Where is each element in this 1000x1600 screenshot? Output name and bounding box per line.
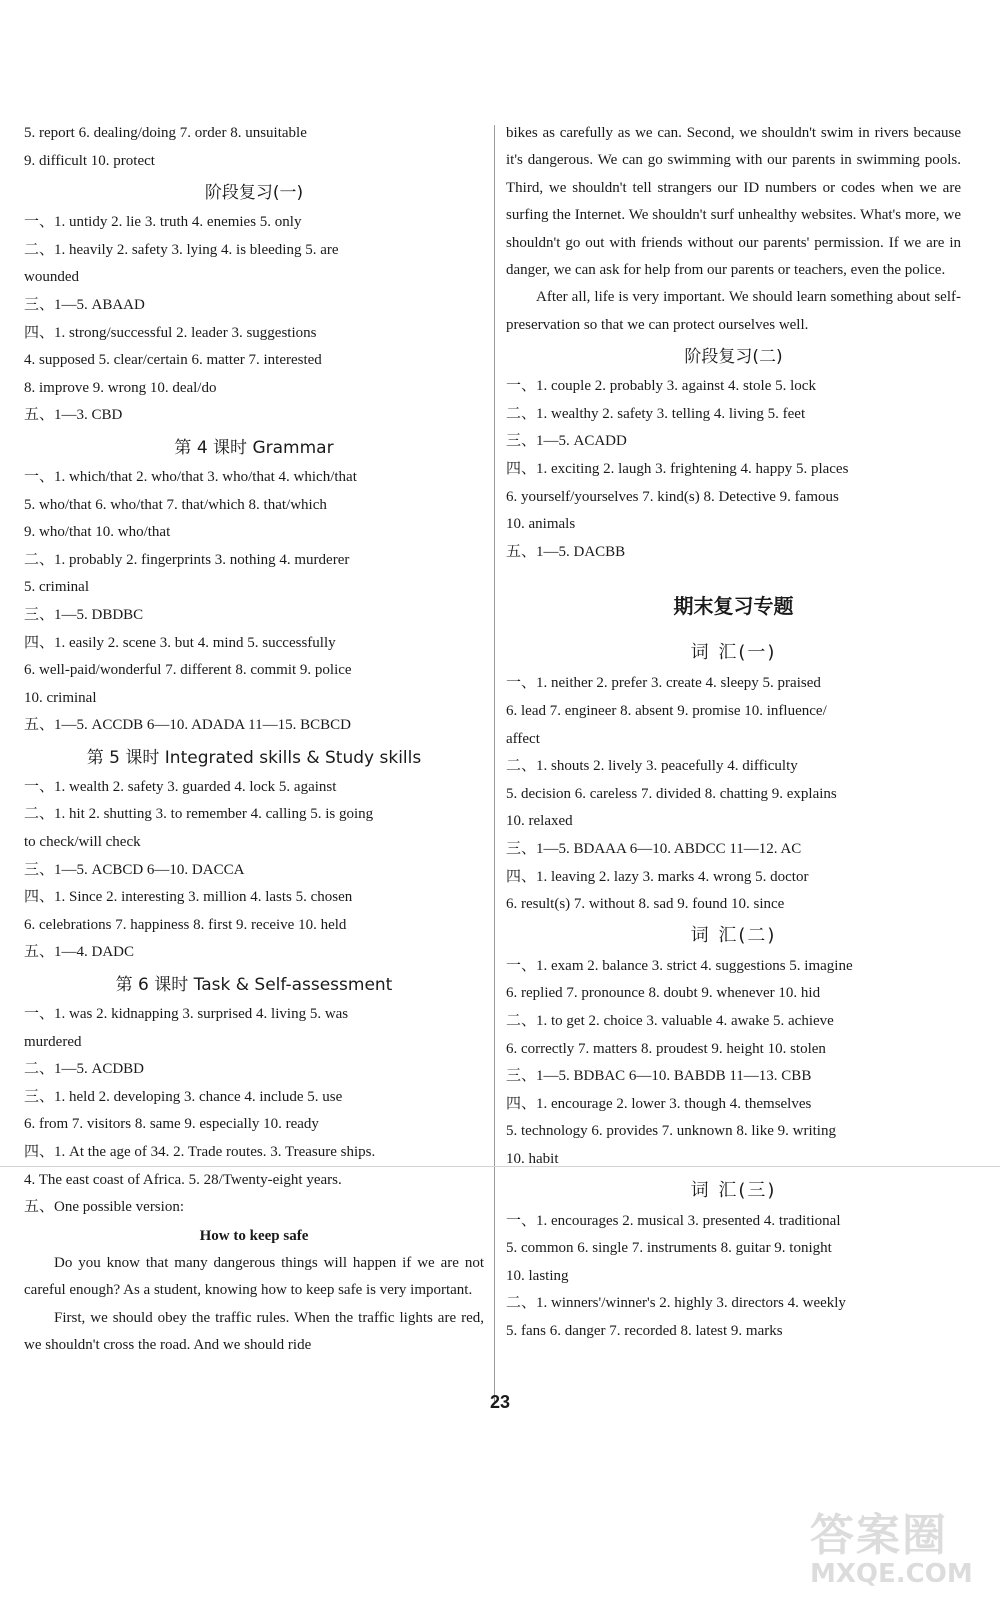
answer-line: 一、1. neither 2. prefer 3. create 4. sleepy 5. praised <box>506 675 821 692</box>
answer-line: 三、1—5. BDBAC 6—10. BABDB 11—13. CBB <box>506 1068 812 1085</box>
answer-line: 10. animals <box>506 516 576 533</box>
answer-line: 5. technology 6. provides 7. unknown 8. like 9. writing <box>506 1123 836 1140</box>
answer-line: 一、1. wealth 2. safety 3. guarded 4. lock 5. against <box>24 778 337 795</box>
answer-line: 二、1. to get 2. choice 3. valuable 4. awake 5. achieve <box>506 1012 834 1029</box>
answer-line: 五、1—5. ACCDB 6—10. ADADA 11—15. BCBCD <box>24 717 351 734</box>
answer-line: 5. criminal <box>24 579 89 596</box>
essay-title: How to keep safe <box>199 1227 309 1244</box>
answer-line: 四、1. easily 2. scene 3. but 4. mind 5. successfully <box>24 634 336 651</box>
vocab-heading: 词 汇(三) <box>690 1179 777 1201</box>
answer-line: 10. habit <box>506 1150 559 1167</box>
answer-line: 五、1—3. CBD <box>24 407 123 424</box>
answer-line: 二、1. probably 2. fingerprints 3. nothing 4. murderer <box>24 551 350 568</box>
answer-line: 三、1—5. ACBCD 6—10. DACCA <box>24 861 245 878</box>
answer-line: 5. who/that 6. who/that 7. that/which 8. that/which <box>24 496 327 513</box>
answer-line: 10. lasting <box>506 1267 569 1284</box>
answer-line: 5. report 6. dealing/doing 7. order 8. unsuitable <box>24 125 307 141</box>
watermark-url: MXQE.COM <box>810 1559 973 1589</box>
answer-line: 二、1. winners'/winner's 2. highly 3. directors 4. weekly <box>506 1295 846 1312</box>
answer-line: 4. The east coast of Africa. 5. 28/Twenty-eight years. <box>24 1171 342 1188</box>
answer-line: 三、1—5. DBDBC <box>24 606 144 623</box>
answer-line: 4. supposed 5. clear/certain 6. matter 7. interested <box>24 352 322 369</box>
answer-line: 三、1—5. BDAAA 6—10. ABDCC 11—12. AC <box>506 840 802 857</box>
vocab-heading: 词 汇(二) <box>690 924 777 946</box>
answer-line: 五、1—5. DACBB <box>506 543 626 560</box>
left-column <box>24 120 484 1359</box>
answer-line: 一、1. encourages 2. musical 3. presented 4. traditional <box>506 1212 841 1229</box>
answer-line: 一、1. couple 2. probably 3. against 4. stole 5. lock <box>506 378 816 395</box>
answer-line: 一、1. which/that 2. who/that 3. who/that 4. which/that <box>24 468 357 485</box>
watermark-text: 答案圈 <box>810 1510 948 1561</box>
answer-line: 8. improve 9. wrong 10. deal/do <box>24 379 217 396</box>
answer-line: 四、1. At the age of 34. 2. Trade routes. 3. Treasure ships. <box>24 1144 376 1160</box>
answer-line: 6. well-paid/wonderful 7. different 8. commit 9. police <box>24 662 352 679</box>
section-heading: 阶段复习(二) <box>684 347 783 368</box>
answer-line: to check/will check <box>24 834 141 851</box>
answer-line: 5. decision 6. careless 7. divided 8. chatting 9. explains <box>506 785 837 802</box>
answer-line: 5. fans 6. danger 7. recorded 8. latest 9. marks <box>506 1322 783 1339</box>
answer-line: 6. lead 7. engineer 8. absent 9. promise 10. influence/ <box>506 703 827 719</box>
answer-line: 二、1. hit 2. shutting 3. to remember 4. calling 5. is going <box>24 806 374 823</box>
answer-line: 四、1. strong/successful 2. leader 3. suggestions <box>24 324 317 341</box>
answer-line: 二、1—5. ACDBD <box>24 1061 145 1078</box>
answer-line: 9. difficult 10. protect <box>24 152 155 169</box>
answer-line: 五、One possible version: <box>24 1199 184 1216</box>
section-heading: 第 6 课时 Task & Self-assessment <box>115 975 393 996</box>
answer-line: 一、1. untidy 2. lie 3. truth 4. enemies 5. only <box>24 214 302 231</box>
column-divider <box>494 125 495 1405</box>
essay-paragraph: Do you know that many dangerous things will happen if we are not careful enough? As a student, knowing how to keep safe is very important. <box>24 1254 484 1299</box>
answer-line: 四、1. encourage 2. lower 3. though 4. themselves <box>506 1095 812 1112</box>
answer-line: 6. correctly 7. matters 8. proudest 9. height 10. stolen <box>506 1040 826 1057</box>
answer-line: 10. criminal <box>24 689 97 706</box>
page-number: 23 <box>489 1392 511 1412</box>
answer-line: wounded <box>24 269 79 286</box>
answer-line: 五、1—4. DADC <box>24 944 135 961</box>
answer-line: 一、1. exam 2. balance 3. strict 4. suggestions 5. imagine <box>506 957 853 974</box>
answer-line: murdered <box>24 1033 82 1050</box>
answer-line: 三、1—5. ACADD <box>506 433 627 450</box>
answer-line: 四、1. leaving 2. lazy 3. marks 4. wrong 5. doctor <box>506 868 809 885</box>
essay-paragraph: After all, life is very important. We should learn something about self-preservation so that we can protect ourselves well. <box>506 289 961 333</box>
answer-line: 一、1. was 2. kidnapping 3. surprised 4. living 5. was <box>24 1006 349 1023</box>
section-heading: 第 4 课时 Grammar <box>174 437 334 458</box>
right-column <box>506 120 961 1345</box>
answer-line: 三、1. held 2. developing 3. chance 4. include 5. use <box>24 1088 343 1105</box>
answer-line: 二、1. wealthy 2. safety 3. telling 4. living 5. feet <box>506 405 806 422</box>
section-heading: 阶段复习(一) <box>204 183 304 204</box>
answer-line: 二、1. heavily 2. safety 3. lying 4. is bleeding 5. are <box>24 241 339 258</box>
answer-line: 6. result(s) 7. without 8. sad 9. found 10. since <box>506 896 785 913</box>
answer-line: 四、1. Since 2. interesting 3. million 4. lasts 5. chosen <box>24 889 353 906</box>
answer-line: 10. relaxed <box>506 813 573 830</box>
answer-line: 9. who/that 10. who/that <box>24 524 171 541</box>
answer-line: 三、1—5. ABAAD <box>24 296 145 313</box>
watermark-logo <box>810 1512 990 1592</box>
vocab-heading: 词 汇(一) <box>690 642 777 664</box>
essay-paragraph: bikes as carefully as we can. Second, we shouldn't swim in rivers because it's dangerous. We can go swimming with our parents in swimming pools. Third, we shouldn't tell strangers our ID numbers or codes when we are surfing the Internet. We shouldn't surf unhealthy websites. What's more, we shouldn't go out with friends without our parents' permission. If we are in danger, we can ask for help from our parents or teachers, even the police. <box>506 125 961 279</box>
answer-line: 二、1. shouts 2. lively 3. peacefully 4. difficulty <box>506 758 798 775</box>
answer-line: 6. from 7. visitors 8. same 9. especially 10. ready <box>24 1116 319 1133</box>
answer-line: 6. yourself/yourselves 7. kind(s) 8. Detective 9. famous <box>506 488 839 505</box>
essay-paragraph: First, we should obey the traffic rules. When the traffic lights are red, we shouldn't cross the road. And we should ride <box>24 1309 484 1353</box>
answer-line: affect <box>506 730 540 747</box>
chapter-heading: 期末复习专题 <box>673 594 794 619</box>
answer-line: 5. common 6. single 7. instruments 8. guitar 9. tonight <box>506 1240 832 1257</box>
answer-line: 四、1. exciting 2. laugh 3. frightening 4. happy 5. places <box>506 461 849 478</box>
answer-line: 6. celebrations 7. happiness 8. first 9. receive 10. held <box>24 916 347 933</box>
answer-line: 6. replied 7. pronounce 8. doubt 9. whenever 10. hid <box>506 985 821 1002</box>
section-heading: 第 5 课时 Integrated skills & Study skills <box>86 747 422 768</box>
